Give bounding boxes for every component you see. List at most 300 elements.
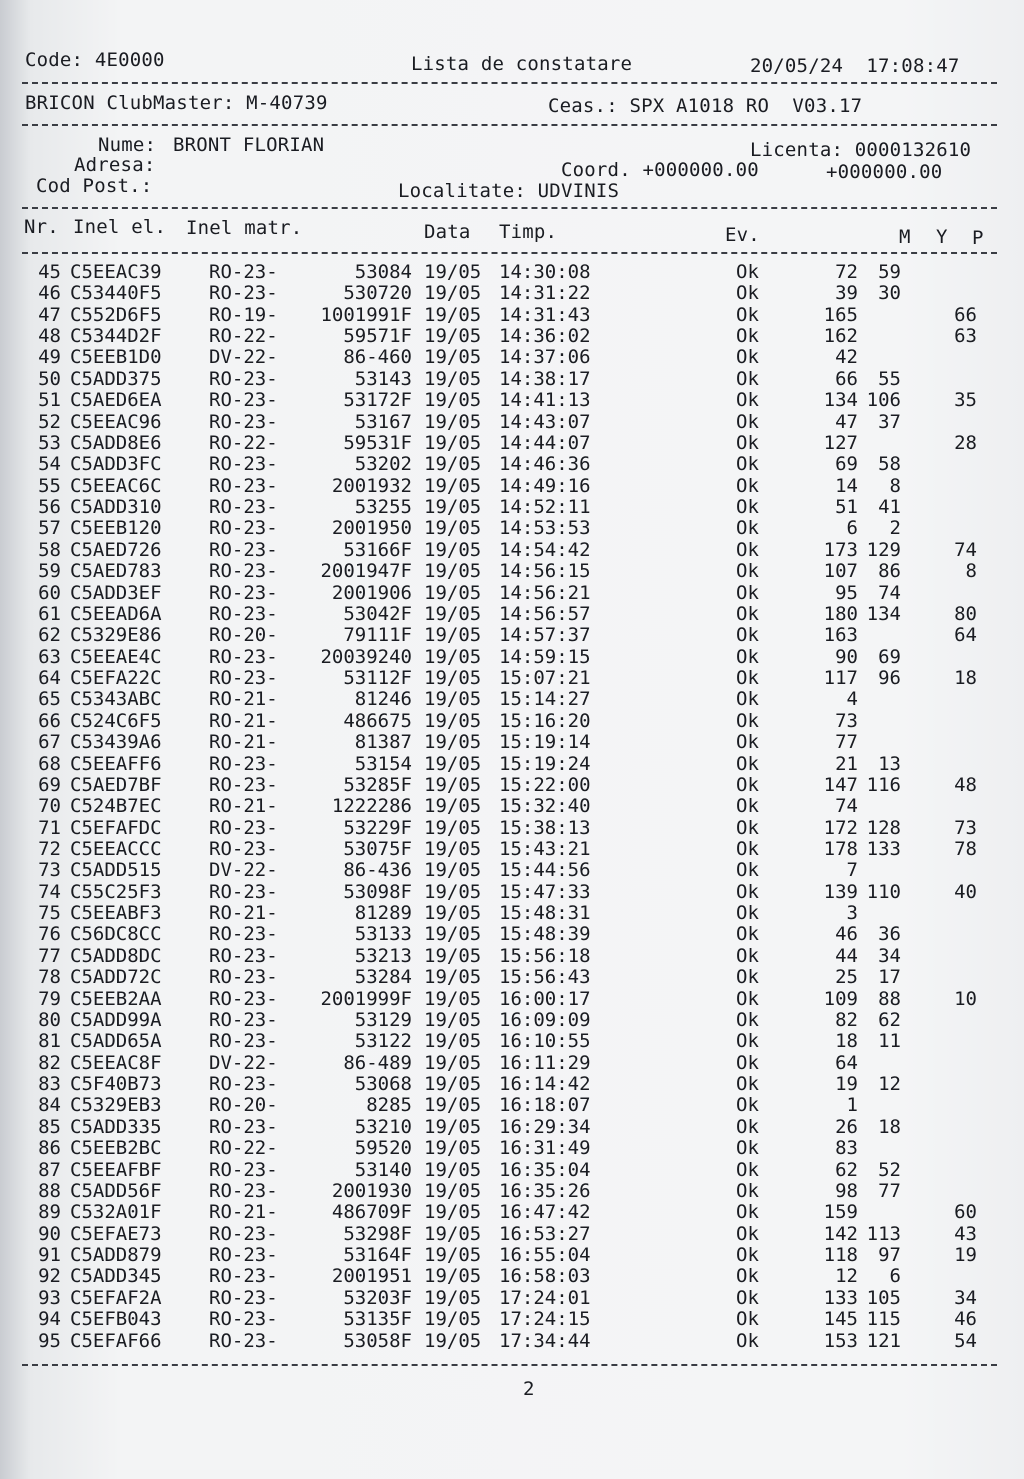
- row-time: 15:22:00: [499, 774, 591, 796]
- value-m: 163: [823, 624, 858, 646]
- row-nr: 71: [38, 817, 61, 839]
- row-nr: 83: [38, 1073, 61, 1095]
- inel-electronic: C5EEAD6A: [70, 603, 162, 625]
- event-status: Ok: [736, 688, 759, 710]
- inel-electronic: C5ADD879: [70, 1244, 162, 1266]
- inel-matricol-prefix: RO-23-: [209, 1330, 278, 1352]
- value-m: 1: [846, 1094, 858, 1116]
- inel-matricol-prefix: RO-23-: [209, 774, 278, 796]
- inel-matricol-prefix: RO-23-: [209, 923, 278, 945]
- value-y: 74: [878, 582, 901, 604]
- table-row: [0, 1287, 1024, 1309]
- row-date: 19/05: [424, 1052, 482, 1074]
- table-row: [0, 966, 1024, 988]
- table-row: [0, 389, 1024, 411]
- table-row: [0, 1052, 1024, 1074]
- value-m: 162: [823, 325, 858, 347]
- event-status: Ok: [736, 1030, 759, 1052]
- value-m: 51: [835, 496, 858, 518]
- row-nr: 69: [38, 774, 61, 796]
- divider: [22, 124, 997, 126]
- value-m: 82: [835, 1009, 858, 1031]
- inel-matricol-prefix: RO-23-: [209, 966, 278, 988]
- inel-electronic: C5EEAFBF: [70, 1159, 162, 1181]
- row-time: 14:59:15: [499, 646, 591, 668]
- address-label: Adresa:: [74, 154, 156, 176]
- event-status: Ok: [736, 539, 759, 561]
- row-date: 19/05: [424, 731, 482, 753]
- value-p: 10: [954, 988, 977, 1010]
- inel-matricol-number: 81289: [354, 902, 412, 924]
- value-y: 69: [878, 646, 901, 668]
- inel-electronic: C5ADD8DC: [70, 945, 162, 967]
- inel-electronic: C5EEAC96: [70, 411, 162, 433]
- row-date: 19/05: [424, 945, 482, 967]
- table-row: [0, 475, 1024, 497]
- table-row: [0, 1009, 1024, 1031]
- row-nr: 94: [38, 1308, 61, 1330]
- row-date: 19/05: [424, 795, 482, 817]
- table-row: [0, 282, 1024, 304]
- value-m: 18: [835, 1030, 858, 1052]
- value-p: 66: [954, 304, 977, 326]
- value-m: 117: [823, 667, 858, 689]
- inel-matricol-number: 53143: [354, 368, 412, 390]
- event-status: Ok: [736, 517, 759, 539]
- value-m: 153: [823, 1330, 858, 1352]
- table-row: [0, 496, 1024, 518]
- table-row: [0, 1137, 1024, 1159]
- row-nr: 56: [38, 496, 61, 518]
- inel-matricol-number: 53164F: [343, 1244, 412, 1266]
- value-m: 133: [823, 1287, 858, 1309]
- row-date: 19/05: [424, 817, 482, 839]
- inel-matricol-number: 53210: [354, 1116, 412, 1138]
- row-date: 19/05: [424, 838, 482, 860]
- value-y: 134: [866, 603, 901, 625]
- inel-electronic: C5F40B73: [70, 1073, 162, 1095]
- row-nr: 64: [38, 667, 61, 689]
- inel-electronic: C5EFA22C: [70, 667, 162, 689]
- row-time: 15:47:33: [499, 881, 591, 903]
- row-nr: 91: [38, 1244, 61, 1266]
- row-nr: 68: [38, 753, 61, 775]
- row-time: 16:10:55: [499, 1030, 591, 1052]
- inel-matricol-prefix: RO-23-: [209, 1223, 278, 1245]
- inel-matricol-number: 2001999F: [320, 988, 412, 1010]
- inel-matricol-prefix: RO-23-: [209, 389, 278, 411]
- value-m: 118: [823, 1244, 858, 1266]
- inel-matricol-number: 2001930: [331, 1180, 412, 1202]
- row-time: 16:53:27: [499, 1223, 591, 1245]
- event-status: Ok: [736, 603, 759, 625]
- value-y: 115: [866, 1308, 901, 1330]
- inel-electronic: C5EEAC6C: [70, 475, 162, 497]
- row-date: 19/05: [424, 1137, 482, 1159]
- row-time: 14:56:57: [499, 603, 591, 625]
- row-time: 15:19:14: [499, 731, 591, 753]
- row-nr: 57: [38, 517, 61, 539]
- inel-matricol-prefix: RO-23-: [209, 539, 278, 561]
- value-y: 12: [878, 1073, 901, 1095]
- row-time: 16:35:26: [499, 1180, 591, 1202]
- inel-matricol-prefix: RO-21-: [209, 710, 278, 732]
- event-status: Ok: [736, 945, 759, 967]
- table-row: [0, 1030, 1024, 1052]
- inel-matricol-prefix: RO-23-: [209, 753, 278, 775]
- inel-matricol-number: 53058F: [343, 1330, 412, 1352]
- row-date: 19/05: [424, 1030, 482, 1052]
- row-nr: 46: [38, 282, 61, 304]
- table-row: [0, 795, 1024, 817]
- event-status: Ok: [736, 710, 759, 732]
- inel-matricol-number: 53166F: [343, 539, 412, 561]
- value-p: 64: [954, 624, 977, 646]
- event-status: Ok: [736, 902, 759, 924]
- row-time: 14:43:07: [499, 411, 591, 433]
- table-row: [0, 432, 1024, 454]
- inel-matricol-prefix: DV-22-: [209, 346, 278, 368]
- value-y: 41: [878, 496, 901, 518]
- inel-matricol-prefix: RO-23-: [209, 411, 278, 433]
- inel-matricol-number: 53135F: [343, 1308, 412, 1330]
- inel-matricol-prefix: RO-23-: [209, 453, 278, 475]
- inel-matricol-number: 8285: [366, 1094, 412, 1116]
- value-m: 83: [835, 1137, 858, 1159]
- inel-matricol-number: 53112F: [343, 667, 412, 689]
- inel-matricol-prefix: DV-22-: [209, 859, 278, 881]
- event-status: Ok: [736, 923, 759, 945]
- row-date: 19/05: [424, 881, 482, 903]
- inel-matricol-number: 53172F: [343, 389, 412, 411]
- table-row: [0, 539, 1024, 561]
- row-date: 19/05: [424, 1073, 482, 1095]
- inel-matricol-number: 53140: [354, 1159, 412, 1181]
- inel-electronic: C5ADD345: [70, 1265, 162, 1287]
- postal-code-label: Cod Post.:: [36, 175, 153, 197]
- inel-electronic: C5ADD3FC: [70, 453, 162, 475]
- row-nr: 48: [38, 325, 61, 347]
- inel-matricol-number: 2001932: [331, 475, 412, 497]
- event-status: Ok: [736, 817, 759, 839]
- value-m: 145: [823, 1308, 858, 1330]
- event-status: Ok: [736, 1223, 759, 1245]
- table-row: [0, 346, 1024, 368]
- value-y: 113: [866, 1223, 901, 1245]
- inel-electronic: C5EFAFDC: [70, 817, 162, 839]
- row-time: 14:56:21: [499, 582, 591, 604]
- owner-name: BRONT FLORIAN: [173, 134, 325, 156]
- value-p: 73: [954, 817, 977, 839]
- inel-matricol-prefix: RO-19-: [209, 304, 278, 326]
- table-row: [0, 1244, 1024, 1266]
- inel-electronic: C5ADD335: [70, 1116, 162, 1138]
- row-nr: 66: [38, 710, 61, 732]
- event-status: Ok: [736, 988, 759, 1010]
- value-m: 142: [823, 1223, 858, 1245]
- inel-matricol-prefix: RO-23-: [209, 838, 278, 860]
- inel-electronic: C5AED726: [70, 539, 162, 561]
- row-date: 19/05: [424, 389, 482, 411]
- value-m: 46: [835, 923, 858, 945]
- event-status: Ok: [736, 731, 759, 753]
- row-date: 19/05: [424, 667, 482, 689]
- row-nr: 62: [38, 624, 61, 646]
- event-status: Ok: [736, 411, 759, 433]
- inel-matricol-number: 59531F: [343, 432, 412, 454]
- value-m: 14: [835, 475, 858, 497]
- row-time: 15:48:31: [499, 902, 591, 924]
- event-status: Ok: [736, 1287, 759, 1309]
- row-date: 19/05: [424, 603, 482, 625]
- row-time: 15:56:18: [499, 945, 591, 967]
- inel-matricol-number: 86-489: [343, 1052, 412, 1074]
- row-date: 19/05: [424, 261, 482, 283]
- value-y: 86: [878, 560, 901, 582]
- row-time: 14:56:15: [499, 560, 591, 582]
- event-status: Ok: [736, 432, 759, 454]
- row-time: 16:18:07: [499, 1094, 591, 1116]
- row-nr: 90: [38, 1223, 61, 1245]
- inel-matricol-prefix: RO-23-: [209, 475, 278, 497]
- row-date: 19/05: [424, 710, 482, 732]
- row-time: 14:44:07: [499, 432, 591, 454]
- value-p: 35: [954, 389, 977, 411]
- value-y: 30: [878, 282, 901, 304]
- inel-electronic: C5ADD65A: [70, 1030, 162, 1052]
- event-status: Ok: [736, 1180, 759, 1202]
- table-row: [0, 624, 1024, 646]
- document-title: Lista de constatare: [411, 53, 633, 75]
- row-time: 14:36:02: [499, 325, 591, 347]
- value-m: 26: [835, 1116, 858, 1138]
- table-row: [0, 304, 1024, 326]
- col-timp: Timp.: [499, 221, 558, 243]
- row-date: 19/05: [424, 1116, 482, 1138]
- table-row: [0, 753, 1024, 775]
- inel-matricol-prefix: RO-23-: [209, 368, 278, 390]
- col-p: P: [972, 227, 984, 249]
- event-status: Ok: [736, 646, 759, 668]
- table-row: [0, 603, 1024, 625]
- row-time: 14:31:43: [499, 304, 591, 326]
- row-nr: 87: [38, 1159, 61, 1181]
- row-date: 19/05: [424, 1330, 482, 1352]
- inel-matricol-number: 2001947F: [320, 560, 412, 582]
- value-m: 73: [835, 710, 858, 732]
- license-number: Licenta: 0000132610: [750, 139, 972, 161]
- table-row: [0, 1159, 1024, 1181]
- row-date: 19/05: [424, 411, 482, 433]
- col-data: Data: [424, 221, 471, 243]
- row-time: 14:46:36: [499, 453, 591, 475]
- value-m: 25: [835, 966, 858, 988]
- page-number: 2: [523, 1378, 535, 1400]
- row-date: 19/05: [424, 1201, 482, 1223]
- row-nr: 61: [38, 603, 61, 625]
- row-nr: 89: [38, 1201, 61, 1223]
- event-status: Ok: [736, 881, 759, 903]
- row-date: 19/05: [424, 368, 482, 390]
- table-row: [0, 1223, 1024, 1245]
- inel-electronic: C5ADD310: [70, 496, 162, 518]
- inel-matricol-number: 486675: [343, 710, 412, 732]
- row-date: 19/05: [424, 646, 482, 668]
- table-row: [0, 774, 1024, 796]
- row-time: 16:09:09: [499, 1009, 591, 1031]
- locality: Localitate: UDVINIS: [398, 180, 620, 202]
- event-status: Ok: [736, 453, 759, 475]
- event-status: Ok: [736, 1308, 759, 1330]
- inel-electronic: C5EEAC39: [70, 261, 162, 283]
- inel-electronic: C5EEABF3: [70, 902, 162, 924]
- system-model: BRICON ClubMaster: M-40739: [25, 92, 328, 114]
- divider: [22, 82, 997, 84]
- row-time: 14:30:08: [499, 261, 591, 283]
- inel-matricol-number: 530720: [343, 282, 412, 304]
- value-p: 18: [954, 667, 977, 689]
- value-y: 62: [878, 1009, 901, 1031]
- value-m: 12: [835, 1265, 858, 1287]
- value-m: 109: [823, 988, 858, 1010]
- inel-electronic: C552D6F5: [70, 304, 162, 326]
- inel-matricol-prefix: RO-20-: [209, 1094, 278, 1116]
- event-status: Ok: [736, 753, 759, 775]
- inel-electronic: C5AED783: [70, 560, 162, 582]
- inel-matricol-prefix: RO-23-: [209, 945, 278, 967]
- coordinates-second: +000000.00: [826, 161, 943, 183]
- inel-matricol-number: 486709F: [331, 1201, 412, 1223]
- row-nr: 81: [38, 1030, 61, 1052]
- inel-electronic: C5EFAE73: [70, 1223, 162, 1245]
- value-m: 21: [835, 753, 858, 775]
- inel-matricol-number: 53213: [354, 945, 412, 967]
- row-date: 19/05: [424, 346, 482, 368]
- row-date: 19/05: [424, 582, 482, 604]
- row-nr: 49: [38, 346, 61, 368]
- table-row: [0, 923, 1024, 945]
- inel-matricol-prefix: RO-23-: [209, 1030, 278, 1052]
- event-status: Ok: [736, 1116, 759, 1138]
- value-y: 55: [878, 368, 901, 390]
- table-row: [0, 838, 1024, 860]
- inel-electronic: C5EEB120: [70, 517, 162, 539]
- inel-matricol-prefix: RO-23-: [209, 817, 278, 839]
- inel-matricol-number: 53084: [354, 261, 412, 283]
- row-date: 19/05: [424, 432, 482, 454]
- row-time: 16:55:04: [499, 1244, 591, 1266]
- row-nr: 77: [38, 945, 61, 967]
- inel-electronic: C5ADD72C: [70, 966, 162, 988]
- event-status: Ok: [736, 795, 759, 817]
- clock-info: Ceas.: SPX A1018 RO V03.17: [548, 95, 863, 117]
- row-nr: 45: [38, 261, 61, 283]
- value-m: 77: [835, 731, 858, 753]
- table-row: [0, 667, 1024, 689]
- row-time: 14:37:06: [499, 346, 591, 368]
- row-time: 14:53:53: [499, 517, 591, 539]
- row-date: 19/05: [424, 988, 482, 1010]
- inel-matricol-prefix: RO-23-: [209, 517, 278, 539]
- table-row: [0, 902, 1024, 924]
- row-nr: 92: [38, 1265, 61, 1287]
- event-status: Ok: [736, 1330, 759, 1352]
- inel-electronic: C5EEB1D0: [70, 346, 162, 368]
- row-date: 19/05: [424, 282, 482, 304]
- table-row: [0, 453, 1024, 475]
- value-p: 63: [954, 325, 977, 347]
- inel-matricol-number: 20039240: [320, 646, 412, 668]
- event-status: Ok: [736, 1009, 759, 1031]
- row-time: 16:35:04: [499, 1159, 591, 1181]
- table-row: [0, 688, 1024, 710]
- inel-matricol-prefix: RO-23-: [209, 1116, 278, 1138]
- value-m: 42: [835, 346, 858, 368]
- event-status: Ok: [736, 1265, 759, 1287]
- table-row: [0, 411, 1024, 433]
- inel-matricol-number: 53298F: [343, 1223, 412, 1245]
- value-m: 147: [823, 774, 858, 796]
- table-row: [0, 368, 1024, 390]
- row-nr: 53: [38, 432, 61, 454]
- row-time: 14:49:16: [499, 475, 591, 497]
- inel-electronic: C5329EB3: [70, 1094, 162, 1116]
- inel-electronic: C5ADD3EF: [70, 582, 162, 604]
- row-nr: 63: [38, 646, 61, 668]
- value-p: 34: [954, 1287, 977, 1309]
- table-row: [0, 881, 1024, 903]
- row-nr: 72: [38, 838, 61, 860]
- inel-electronic: C5343ABC: [70, 688, 162, 710]
- value-y: 58: [878, 453, 901, 475]
- inel-electronic: C532A01F: [70, 1201, 162, 1223]
- inel-electronic: C53439A6: [70, 731, 162, 753]
- inel-matricol-prefix: RO-23-: [209, 496, 278, 518]
- inel-matricol-prefix: RO-23-: [209, 1180, 278, 1202]
- inel-electronic: C53440F5: [70, 282, 162, 304]
- event-status: Ok: [736, 1159, 759, 1181]
- col-m: M: [899, 226, 911, 248]
- row-date: 19/05: [424, 1159, 482, 1181]
- value-m: 47: [835, 411, 858, 433]
- row-nr: 88: [38, 1180, 61, 1202]
- divider: [22, 1364, 997, 1366]
- inel-matricol-number: 53285F: [343, 774, 412, 796]
- row-date: 19/05: [424, 966, 482, 988]
- row-nr: 95: [38, 1330, 61, 1352]
- value-m: 7: [846, 859, 858, 881]
- inel-matricol-number: 53122: [354, 1030, 412, 1052]
- row-nr: 74: [38, 881, 61, 903]
- table-row: [0, 325, 1024, 347]
- event-status: Ok: [736, 667, 759, 689]
- table-row: [0, 582, 1024, 604]
- row-time: 14:52:11: [499, 496, 591, 518]
- value-m: 4: [846, 688, 858, 710]
- event-status: Ok: [736, 838, 759, 860]
- inel-matricol-prefix: RO-23-: [209, 1244, 278, 1266]
- inel-matricol-number: 81246: [354, 688, 412, 710]
- value-p: 74: [954, 539, 977, 561]
- value-y: 121: [866, 1330, 901, 1352]
- value-m: 159: [823, 1201, 858, 1223]
- inel-electronic: C5ADD99A: [70, 1009, 162, 1031]
- row-time: 17:24:01: [499, 1287, 591, 1309]
- code-label: Code: 4E0000: [25, 49, 165, 71]
- row-nr: 80: [38, 1009, 61, 1031]
- row-nr: 60: [38, 582, 61, 604]
- value-p: 80: [954, 603, 977, 625]
